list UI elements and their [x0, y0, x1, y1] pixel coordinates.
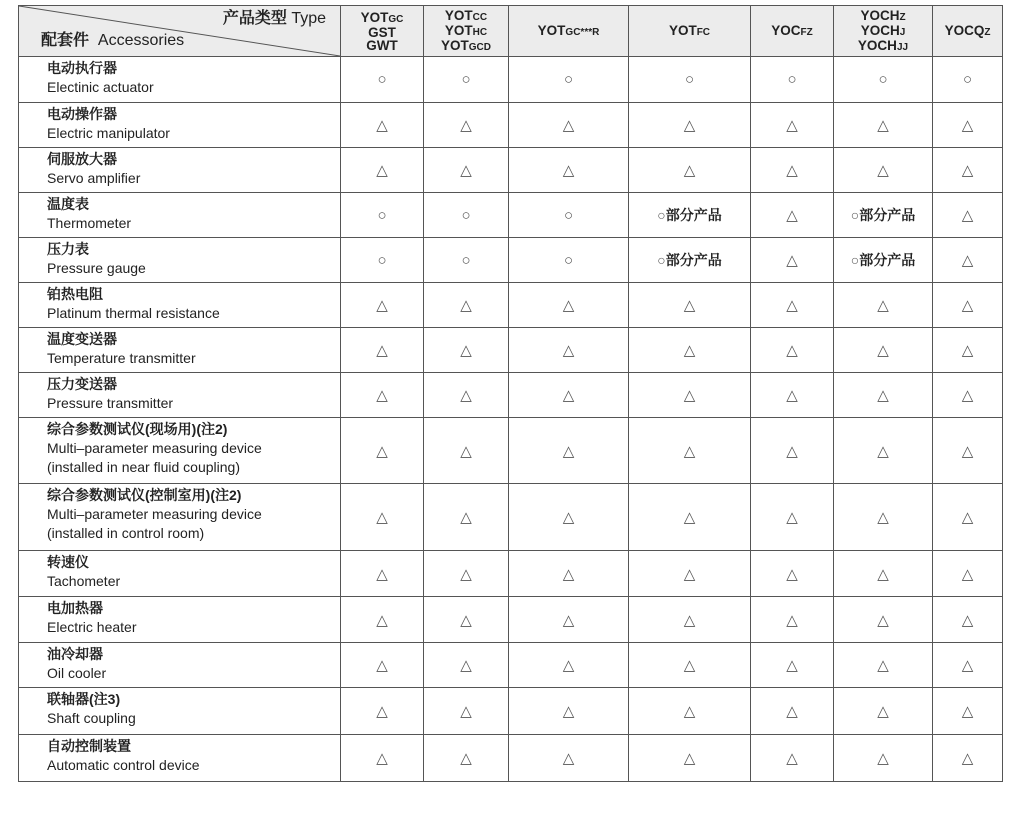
optional-mark-cell: △: [933, 193, 1003, 238]
optional-mark-cell: △: [509, 688, 629, 735]
table-row: [19, 688, 1003, 735]
table-row: [19, 103, 1003, 148]
optional-mark-cell: △: [424, 735, 509, 782]
model-subscript: CC: [472, 11, 488, 23]
type-model-name: YOTGC: [360, 9, 404, 25]
accessory-name-en: Multi–parameter measuring device: [47, 506, 262, 522]
type-column-header: [341, 6, 424, 57]
optional-mark-cell: △: [834, 148, 933, 193]
accessory-name-cn: 电动执行器: [47, 60, 117, 76]
partial-products-note: ○部分产品: [850, 207, 916, 223]
accessory-name-cn: 转速仪: [47, 554, 89, 570]
type-column-header: [834, 6, 933, 57]
table-row: [19, 57, 1003, 103]
optional-mark-cell: △: [751, 597, 834, 643]
optional-mark-cell: △: [933, 418, 1003, 484]
standard-mark-cell: ○: [509, 193, 629, 238]
accessories-label-en: Accessories: [97, 32, 185, 49]
accessory-label-cell: [19, 148, 341, 193]
type-model-name: YOCHJJ: [857, 37, 909, 53]
optional-mark-cell: △: [424, 484, 509, 551]
optional-mark-cell: △: [424, 148, 509, 193]
accessory-name-cn: 油冷却器: [47, 646, 103, 662]
type-label: [223, 12, 326, 25]
type-column-header: [509, 6, 629, 57]
model-subscript: GCD: [468, 41, 491, 53]
accessory-name-en: Shaft coupling: [47, 710, 136, 726]
standard-mark-cell: ○: [341, 193, 424, 238]
type-model-name: YOCFZ: [771, 22, 813, 38]
accessory-label-cell: [19, 373, 341, 418]
optional-mark-cell: △: [751, 148, 834, 193]
standard-mark-cell: ○: [509, 57, 629, 103]
optional-mark-cell: △: [341, 148, 424, 193]
standard-mark-cell: ○: [424, 193, 509, 238]
accessory-label-cell: [19, 283, 341, 328]
optional-mark-cell: △: [509, 643, 629, 688]
model-subscript: Z: [899, 11, 906, 23]
accessory-name-en: Electinic actuator: [47, 79, 154, 95]
optional-mark-cell: △: [424, 328, 509, 373]
standard-mark-cell: ○: [424, 238, 509, 283]
accessory-label-cell: [19, 103, 341, 148]
model-subscript: Z: [984, 26, 991, 38]
optional-mark-cell: △: [629, 735, 751, 782]
model-subscript: HC: [472, 26, 488, 38]
optional-mark-cell: △: [341, 597, 424, 643]
accessories-label-cn: 配套件: [41, 32, 90, 49]
accessory-name-en: Oil cooler: [47, 665, 107, 681]
optional-mark-cell: △: [933, 148, 1003, 193]
optional-mark-cell: △: [751, 484, 834, 551]
optional-mark-cell: △: [751, 643, 834, 688]
accessory-name-en: Automatic control device: [47, 757, 200, 773]
optional-mark-cell: △: [509, 283, 629, 328]
optional-mark-cell: △: [341, 283, 424, 328]
optional-mark-cell: △: [834, 551, 933, 597]
type-column-header: [933, 6, 1003, 57]
accessory-name-cn: 伺服放大器: [47, 151, 117, 167]
optional-mark-cell: △: [629, 551, 751, 597]
table-row: [19, 643, 1003, 688]
table-row: [19, 551, 1003, 597]
optional-mark-cell: △: [751, 103, 834, 148]
optional-mark-cell: △: [629, 597, 751, 643]
accessory-name-cn: 自动控制装置: [47, 738, 131, 754]
optional-mark-cell: △: [424, 551, 509, 597]
optional-mark-cell: △: [933, 735, 1003, 782]
optional-mark-cell: △: [751, 735, 834, 782]
accessory-name-en: Thermometer: [47, 215, 132, 231]
table-row: [19, 418, 1003, 484]
standard-mark-cell: ○: [751, 57, 834, 103]
optional-mark-cell: △: [509, 551, 629, 597]
optional-mark-cell: △: [933, 283, 1003, 328]
optional-mark-cell: △: [834, 103, 933, 148]
accessory-name-en: Multi–parameter measuring device: [47, 440, 262, 456]
accessory-label-cell: [19, 643, 341, 688]
model-subscript: J: [899, 26, 906, 38]
optional-mark-cell: △: [341, 551, 424, 597]
table-row: [19, 283, 1003, 328]
optional-mark-cell: △: [424, 418, 509, 484]
optional-mark-cell: △: [509, 373, 629, 418]
standard-mark-cell: ○: [509, 238, 629, 283]
optional-mark-cell: △: [834, 283, 933, 328]
accessory-name-cn: 综合参数测试仪(现场用)(注2): [47, 421, 228, 437]
model-subscript: FC: [696, 26, 711, 38]
table-row: [19, 328, 1003, 373]
optional-mark-cell: △: [933, 373, 1003, 418]
table-row: [19, 597, 1003, 643]
accessory-name-cn: 联轴器(注3): [47, 691, 121, 707]
optional-mark-cell: △: [509, 418, 629, 484]
optional-mark-cell: △: [834, 373, 933, 418]
table-row: [19, 484, 1003, 551]
standard-mark-cell: ○: [341, 238, 424, 283]
model-subscript: GC***R: [565, 26, 600, 38]
type-column-header: [629, 6, 751, 57]
optional-mark-cell: △: [834, 597, 933, 643]
optional-mark-cell: △: [834, 328, 933, 373]
accessory-name-cn: 铂热电阻: [47, 286, 103, 302]
optional-mark-cell: △: [751, 328, 834, 373]
optional-mark-cell: △: [424, 597, 509, 643]
standard-mark-cell: ○: [933, 57, 1003, 103]
type-model-name: YOCQZ: [944, 22, 991, 38]
accessory-name-cn: 压力变送器: [47, 376, 117, 392]
accessory-name-en: Tachometer: [47, 573, 121, 589]
type-model-name: YOCHZ: [860, 7, 906, 23]
optional-mark-cell: △: [424, 643, 509, 688]
type-model-name: GWT: [366, 37, 398, 53]
optional-mark-cell: △: [834, 418, 933, 484]
optional-mark-cell: △: [341, 373, 424, 418]
optional-mark-cell: △: [933, 597, 1003, 643]
type-column-header: [424, 6, 509, 57]
standard-mark-cell: ○: [834, 57, 933, 103]
accessory-name-en: Electric manipulator: [47, 125, 170, 141]
type-label-en: Type: [291, 10, 326, 27]
optional-mark-cell: △: [751, 688, 834, 735]
model-subscript: JJ: [896, 41, 909, 53]
accessory-label-cell: [19, 57, 341, 103]
optional-mark-cell: △: [834, 688, 933, 735]
corner-header-cell: [19, 6, 341, 57]
optional-mark-cell: △: [629, 148, 751, 193]
accessory-label-cell: [19, 418, 341, 484]
optional-mark-cell: △: [629, 328, 751, 373]
optional-mark-cell: △: [933, 103, 1003, 148]
optional-mark-cell: △: [424, 373, 509, 418]
type-label-cn: 产品类型: [222, 10, 287, 27]
accessory-label-cell: [19, 688, 341, 735]
optional-mark-cell: △: [341, 688, 424, 735]
optional-mark-cell: △: [751, 283, 834, 328]
accessory-name-cn: 电动操作器: [47, 106, 117, 122]
optional-mark-cell: △: [341, 418, 424, 484]
optional-mark-cell: △: [933, 551, 1003, 597]
optional-mark-cell: △: [834, 643, 933, 688]
optional-mark-cell: △: [424, 688, 509, 735]
model-subscript: GC: [388, 13, 404, 25]
accessory-name-en: Pressure gauge: [47, 260, 146, 276]
table-row: [19, 238, 1003, 283]
type-model-name: YOTHC: [444, 22, 488, 38]
standard-mark-cell: ○: [341, 57, 424, 103]
optional-mark-cell: △: [424, 103, 509, 148]
optional-mark-cell: △: [834, 735, 933, 782]
accessory-name-en: Pressure transmitter: [47, 395, 174, 411]
optional-mark-cell: △: [933, 688, 1003, 735]
optional-mark-cell: △: [751, 551, 834, 597]
optional-mark-cell: △: [509, 148, 629, 193]
accessory-name-cn: 温度表: [47, 196, 89, 212]
accessories-table: [18, 5, 1003, 782]
standard-mark-cell: [629, 238, 751, 283]
accessory-name-cn: 综合参数测试仪(控制室用)(注2): [47, 487, 242, 503]
type-model-name: YOTGC***R: [537, 22, 600, 38]
optional-mark-cell: △: [341, 328, 424, 373]
accessory-name-cn: 电加热器: [47, 600, 103, 616]
partial-products-note: ○部分产品: [850, 252, 916, 268]
accessories-label: [41, 34, 184, 47]
optional-mark-cell: △: [509, 328, 629, 373]
accessory-name-en: Servo amplifier: [47, 170, 141, 186]
table-row: [19, 735, 1003, 782]
type-model-name: GST: [368, 24, 396, 40]
standard-mark-cell: ○: [629, 57, 751, 103]
optional-mark-cell: △: [933, 238, 1003, 283]
accessory-label-cell: [19, 735, 341, 782]
accessory-name-cn: 温度变送器: [47, 331, 117, 347]
type-model-name: YOTFC: [668, 22, 711, 38]
accessory-label-cell: [19, 551, 341, 597]
optional-mark-cell: △: [751, 418, 834, 484]
optional-mark-cell: △: [509, 484, 629, 551]
accessory-label-cell: [19, 484, 341, 551]
table-row: [19, 148, 1003, 193]
optional-mark-cell: △: [629, 643, 751, 688]
optional-mark-cell: △: [751, 193, 834, 238]
optional-mark-cell: △: [751, 373, 834, 418]
optional-mark-cell: △: [933, 328, 1003, 373]
optional-mark-cell: △: [834, 484, 933, 551]
type-column-header: [751, 6, 834, 57]
standard-mark-cell: [834, 193, 933, 238]
header-row: [19, 6, 1003, 57]
optional-mark-cell: △: [424, 283, 509, 328]
type-model-name: YOCHJ: [860, 22, 906, 38]
optional-mark-cell: △: [341, 103, 424, 148]
optional-mark-cell: △: [629, 418, 751, 484]
optional-mark-cell: △: [629, 484, 751, 551]
optional-mark-cell: △: [933, 484, 1003, 551]
type-model-name: YOTGCD: [441, 37, 491, 53]
accessory-label-cell: [19, 597, 341, 643]
partial-products-note: ○部分产品: [657, 252, 722, 268]
optional-mark-cell: △: [509, 735, 629, 782]
table-row: [19, 373, 1003, 418]
partial-products-note: ○部分产品: [657, 207, 722, 223]
optional-mark-cell: △: [341, 643, 424, 688]
type-model-name: YOTCC: [444, 7, 488, 23]
optional-mark-cell: △: [629, 103, 751, 148]
optional-mark-cell: △: [341, 735, 424, 782]
optional-mark-cell: △: [629, 373, 751, 418]
optional-mark-cell: △: [629, 283, 751, 328]
accessory-name-en: (installed in control room): [47, 525, 205, 541]
accessory-name-en: Temperature transmitter: [47, 350, 196, 366]
accessory-label-cell: [19, 328, 341, 373]
standard-mark-cell: [834, 238, 933, 283]
standard-mark-cell: ○: [424, 57, 509, 103]
accessory-name-en: (installed in near fluid coupling): [47, 459, 240, 475]
optional-mark-cell: △: [629, 688, 751, 735]
optional-mark-cell: △: [751, 238, 834, 283]
accessory-name-en: Electric heater: [47, 619, 137, 635]
table-row: [19, 193, 1003, 238]
optional-mark-cell: △: [933, 643, 1003, 688]
accessory-name-en: Platinum thermal resistance: [47, 305, 220, 321]
accessory-label-cell: [19, 238, 341, 283]
optional-mark-cell: △: [341, 484, 424, 551]
model-subscript: FZ: [800, 26, 813, 38]
standard-mark-cell: [629, 193, 751, 238]
optional-mark-cell: △: [509, 597, 629, 643]
accessory-label-cell: [19, 193, 341, 238]
accessory-name-cn: 压力表: [47, 241, 89, 257]
optional-mark-cell: △: [509, 103, 629, 148]
